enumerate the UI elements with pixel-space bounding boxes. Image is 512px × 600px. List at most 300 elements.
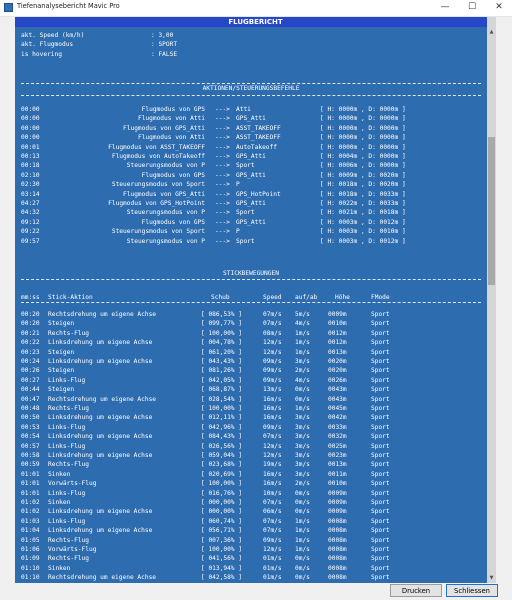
stick-height: 0045m: [328, 405, 347, 412]
stick-thrust: [ 042,05% ]: [201, 376, 242, 384]
stick-vertical: 3m/s: [295, 358, 310, 365]
action-position: [ H: 0009m , D: 0020m ]: [320, 171, 406, 179]
action-text: Flugmodus von ASST_TAKEOFF: [108, 143, 205, 151]
stick-time: 00:23: [21, 348, 40, 356]
stick-header: FMode: [371, 294, 390, 301]
action-text: Flugmodus von Atti: [137, 134, 205, 142]
action-arrow: --->: [215, 124, 230, 132]
stick-vertical: 1m/s: [295, 329, 310, 337]
stick-mode: Sport: [371, 574, 390, 582]
stick-height: 0025m: [328, 442, 347, 450]
stick-mode: Sport: [371, 489, 390, 497]
action-target: GPS_Atti: [236, 115, 266, 123]
stick-mode: Sport: [371, 508, 390, 516]
stick-mode: Sport: [371, 452, 390, 459]
stick-time: 01:01: [21, 480, 40, 488]
stick-speed: 09m/s: [263, 367, 282, 375]
action-position: [ H: 0000m , D: 0000m ]: [320, 115, 406, 123]
stick-height: 0009m: [328, 508, 347, 516]
stick-mode: Sport: [371, 480, 390, 488]
action-time: 00:00: [21, 134, 40, 142]
stick-vertical: 0m/s: [295, 386, 310, 394]
stick-speed: 07m/s: [263, 433, 282, 441]
stick-action: Linksdrehung um eigene Achse: [48, 339, 153, 347]
stick-thrust: [ 060,74% ]: [201, 517, 242, 525]
stick-time: 01:10: [21, 564, 40, 572]
stick-time: 00:54: [21, 433, 40, 441]
stick-action: Steigen: [48, 348, 75, 356]
stick-vertical: 3m/s: [295, 414, 310, 422]
separator: [21, 83, 481, 84]
stick-speed: 01m/s: [263, 574, 282, 582]
stick-thrust: [ 020,69% ]: [201, 470, 242, 478]
stick-speed: 07m/s: [263, 311, 282, 318]
stick-mode: Sport: [371, 405, 390, 412]
stick-mode: Sport: [371, 395, 390, 403]
stick-action: Links-Flug: [48, 517, 86, 525]
stick-action: Links-Flug: [48, 442, 86, 450]
action-text: Flugmodus von AutoTakeoff: [111, 153, 205, 160]
stick-thrust: [ 000,00% ]: [201, 508, 242, 516]
vertical-scrollbar[interactable]: [487, 17, 496, 583]
stick-action: Sinken: [48, 564, 71, 572]
stick-height: 0033m: [328, 423, 347, 431]
stick-speed: 09m/s: [263, 423, 282, 431]
action-time: 00:00: [21, 115, 40, 123]
stick-thrust: [ 000,00% ]: [201, 499, 242, 506]
stick-height: 0008m: [328, 536, 347, 544]
window-titlebar: [0, 0, 512, 17]
action-arrow: --->: [215, 153, 230, 160]
stick-time: 00:20: [21, 311, 40, 318]
stick-header: mm:ss: [21, 294, 40, 301]
action-arrow: --->: [215, 162, 230, 170]
action-arrow: --->: [215, 218, 230, 226]
action-text: Flugmodus von GPS: [141, 218, 205, 226]
stick-time: 01:06: [21, 546, 40, 553]
action-arrow: --->: [215, 115, 230, 123]
stick-time: 01:04: [21, 527, 40, 535]
action-target: GPS_HotPoint: [236, 190, 281, 198]
maximize-button[interactable]: ☐: [467, 2, 477, 12]
stick-speed: 01m/s: [263, 555, 282, 563]
stick-header: Höhe: [335, 294, 350, 301]
stick-thrust: [ 100,00% ]: [201, 405, 242, 412]
stick-mode: Sport: [371, 536, 390, 544]
action-time: 09:22: [21, 228, 40, 236]
action-time: 04:32: [21, 209, 40, 217]
stick-action: Steigen: [48, 320, 75, 328]
stick-time: 00:20: [21, 320, 40, 328]
stick-thrust: [ 068,87% ]: [201, 386, 242, 394]
stick-height: 0012m: [328, 339, 347, 347]
stick-action: Vorwärts-Flug: [48, 546, 97, 553]
stick-vertical: 2m/s: [295, 480, 310, 488]
stick-height: 0008m: [328, 574, 347, 582]
action-text: Flugmodus von GPS_Atti: [123, 124, 205, 132]
stick-mode: Sport: [371, 517, 390, 525]
action-time: 02:30: [21, 181, 40, 189]
stick-height: 0008m: [328, 517, 347, 525]
stick-time: 00:48: [21, 405, 40, 412]
stick-vertical: 4m/s: [295, 376, 310, 384]
stick-thrust: [ 099,77% ]: [201, 320, 242, 328]
stick-thrust: [ 004,78% ]: [201, 339, 242, 347]
action-time: 03:14: [21, 190, 40, 198]
stick-header: Stick-Aktion: [48, 294, 93, 301]
action-target: AutoTakeoff: [236, 143, 277, 151]
stick-vertical: 1m/s: [295, 405, 310, 412]
stick-vertical: 3m/s: [295, 470, 310, 478]
stick-action: Sinken: [48, 499, 71, 506]
stick-vertical: 1m/s: [295, 527, 310, 535]
action-target: ASST_TAKEOFF: [236, 134, 281, 142]
stick-thrust: [ 081,26% ]: [201, 367, 242, 375]
action-arrow: --->: [215, 106, 230, 113]
stick-mode: Sport: [371, 423, 390, 431]
action-position: [ H: 0003m , D: 0012m ]: [320, 237, 406, 245]
stick-action: Linksdrehung um eigene Achse: [48, 527, 153, 535]
stick-action: Rechts-Flug: [48, 461, 89, 469]
action-position: [ H: 0018m , D: 0020m ]: [320, 181, 406, 189]
stick-action: Linksdrehung um eigene Achse: [48, 433, 153, 441]
scroll-down-icon[interactable]: ▼: [489, 575, 494, 581]
stick-thrust: [ 012,11% ]: [201, 414, 242, 422]
stick-vertical: 1m/s: [295, 546, 310, 553]
stick-vertical: 0m/s: [295, 574, 310, 582]
stick-speed: 06m/s: [263, 508, 282, 516]
stick-time: 01:09: [21, 555, 40, 563]
action-target: GPS_Atti: [236, 171, 266, 179]
stick-vertical: 4m/s: [295, 320, 310, 328]
stick-action: Links-Flug: [48, 489, 86, 497]
stick-mode: Sport: [371, 376, 390, 384]
stick-vertical: 0m/s: [295, 489, 310, 497]
report-header: FLUGBERICHT: [15, 17, 496, 27]
action-position: [ H: 0000m , D: 0000m ]: [320, 106, 406, 113]
stick-thrust: [ 042,96% ]: [201, 423, 242, 431]
action-target: Atti: [236, 106, 251, 113]
stick-time: 01:01: [21, 489, 40, 497]
stick-action: Rechtsdrehung um eigene Achse: [48, 311, 157, 318]
separator: [21, 95, 481, 96]
stick-mode: Sport: [371, 367, 390, 375]
stick-speed: 12m/s: [263, 452, 282, 459]
stick-speed: 07m/s: [263, 517, 282, 525]
action-text: Steuerungsmodus von P: [126, 209, 205, 217]
stick-vertical: 0m/s: [295, 499, 310, 506]
action-text: Steuerungsmodus von P: [126, 162, 205, 170]
action-time: 00:13: [21, 153, 40, 160]
stick-vertical: 0m/s: [295, 508, 310, 516]
stick-action: Sinken: [48, 470, 71, 478]
stick-speed: 13m/s: [263, 386, 282, 394]
stick-vertical: 0m/s: [295, 395, 310, 403]
stick-vertical: 1m/s: [295, 348, 310, 356]
stick-mode: Sport: [371, 311, 390, 318]
stick-action: Rechts-Flug: [48, 405, 89, 412]
stick-height: 0043m: [328, 386, 347, 394]
action-arrow: --->: [215, 237, 230, 245]
status-value: : 3,00: [151, 32, 174, 39]
stick-mode: Sport: [371, 442, 390, 450]
stick-vertical: 1m/s: [295, 517, 310, 525]
stick-vertical: 1m/s: [295, 536, 310, 544]
stick-vertical: 3m/s: [295, 461, 310, 469]
stick-mode: Sport: [371, 555, 390, 563]
action-position: [ H: 0006m , D: 0000m ]: [320, 162, 406, 170]
stick-time: 01:05: [21, 536, 40, 544]
stick-time: 01:02: [21, 508, 40, 516]
action-time: 00:00: [21, 106, 40, 113]
stick-height: 0008m: [328, 527, 347, 535]
stick-vertical: 1m/s: [295, 339, 310, 347]
stick-mode: Sport: [371, 527, 390, 535]
stick-title: STICKBEWEGUNGEN: [223, 270, 279, 277]
stick-time: 00:58: [21, 452, 40, 459]
stick-mode: Sport: [371, 564, 390, 572]
action-time: 09:57: [21, 237, 40, 245]
stick-mode: Sport: [371, 546, 390, 553]
action-text: Flugmodus von GPS_HotPoint: [108, 200, 205, 207]
stick-height: 0020m: [328, 367, 347, 375]
action-time: 04:27: [21, 200, 40, 207]
action-target: ASST_TAKEOFF: [236, 124, 281, 132]
stick-time: 00:50: [21, 414, 40, 422]
stick-speed: 16m/s: [263, 395, 282, 403]
stick-thrust: [ 084,43% ]: [201, 433, 242, 441]
stick-speed: 08m/s: [263, 329, 282, 337]
action-text: Flugmodus von GPS: [141, 171, 205, 179]
stick-thrust: [ 100,00% ]: [201, 480, 242, 488]
stick-thrust: [ 061,20% ]: [201, 348, 242, 356]
action-text: Steuerungsmodus von Sport: [111, 181, 205, 189]
stick-mode: Sport: [371, 499, 390, 506]
stick-header: auf/ab: [295, 294, 318, 301]
action-arrow: --->: [215, 171, 230, 179]
stick-mode: Sport: [371, 386, 390, 394]
action-arrow: --->: [215, 209, 230, 217]
stick-speed: 10m/s: [263, 489, 282, 497]
action-target: GPS_Atti: [236, 153, 266, 160]
stick-thrust: [ 013,94% ]: [201, 564, 242, 572]
stick-speed: 07m/s: [263, 527, 282, 535]
stick-mode: Sport: [371, 433, 390, 441]
action-target: Sport: [236, 162, 255, 170]
action-target: GPS_Atti: [236, 200, 266, 207]
stick-time: 01:10: [21, 574, 40, 582]
action-time: 09:12: [21, 218, 40, 226]
stick-mode: Sport: [371, 329, 390, 337]
stick-vertical: 3m/s: [295, 423, 310, 431]
action-text: Flugmodus von GPS: [141, 106, 205, 113]
stick-speed: 16m/s: [263, 414, 282, 422]
stick-speed: 07m/s: [263, 499, 282, 506]
stick-thrust: [ 100,00% ]: [201, 329, 242, 337]
stick-height: 0008m: [328, 564, 347, 572]
app-icon: [4, 3, 13, 12]
stick-action: Links-Flug: [48, 376, 86, 384]
stick-time: 01:03: [21, 517, 40, 525]
stick-vertical: 0m/s: [295, 564, 310, 572]
action-position: [ H: 0018m , D: 0033m ]: [320, 190, 406, 198]
stick-action: Linksdrehung um eigene Achse: [48, 358, 153, 365]
stick-vertical: 0m/s: [295, 555, 310, 563]
minimize-button[interactable]: —: [440, 2, 450, 12]
stick-action: Linksdrehung um eigene Achse: [48, 508, 153, 516]
action-text: Flugmodus von Atti: [137, 115, 205, 123]
action-time: 02:10: [21, 171, 40, 179]
separator: [21, 279, 481, 280]
stick-time: 00:22: [21, 339, 40, 347]
stick-height: 0008m: [328, 546, 347, 553]
stick-thrust: [ 042,58% ]: [201, 574, 242, 582]
stick-time: 00:47: [21, 395, 40, 403]
stick-time: 00:21: [21, 329, 40, 337]
stick-action: Rechtsdrehung um eigene Achse: [48, 395, 157, 403]
action-time: 00:01: [21, 143, 40, 151]
stick-time: 00:53: [21, 423, 40, 431]
stick-height: 0009m: [328, 311, 347, 318]
stick-speed: 12m/s: [263, 339, 282, 347]
stick-action: Vorwärts-Flug: [48, 480, 97, 488]
action-arrow: --->: [215, 134, 230, 142]
action-position: [ H: 0000m , D: 0000m ]: [320, 143, 406, 151]
stick-speed: 09m/s: [263, 376, 282, 384]
stick-thrust: [ 059,04% ]: [201, 452, 242, 459]
stick-mode: Sport: [371, 320, 390, 328]
stick-mode: Sport: [371, 358, 390, 365]
stick-mode: Sport: [371, 470, 390, 478]
stick-time: 00:59: [21, 461, 40, 469]
stick-height: 0009m: [328, 489, 347, 497]
stick-thrust: [ 043,43% ]: [201, 358, 242, 365]
status-value: : SPORT: [151, 41, 178, 49]
stick-header: Schub: [211, 294, 230, 301]
action-target: P: [236, 181, 240, 189]
actions-title: AKTIONEN/STEUERUNGSBEFEHLE: [202, 85, 300, 92]
stick-height: 0013m: [328, 348, 347, 356]
scroll-up-icon[interactable]: ▲: [489, 29, 494, 35]
stick-height: 0042m: [328, 414, 347, 422]
status-value: : FALSE: [151, 50, 178, 58]
stick-action: Steigen: [48, 367, 75, 375]
stick-height: 0010m: [328, 320, 347, 328]
stick-time: 00:27: [21, 376, 40, 384]
action-target: Sport: [236, 209, 255, 217]
stick-thrust: [ 086,53% ]: [201, 311, 242, 318]
action-target: P: [236, 228, 240, 236]
stick-speed: 12m/s: [263, 546, 282, 553]
action-position: [ H: 0022m , D: 0033m ]: [320, 200, 406, 207]
stick-height: 0026m: [328, 376, 347, 384]
stick-speed: 16m/s: [263, 480, 282, 488]
stick-thrust: [ 100,00% ]: [201, 546, 242, 553]
stick-time: 01:02: [21, 499, 40, 506]
stick-vertical: 2m/s: [295, 367, 310, 375]
action-time: 00:18: [21, 162, 40, 170]
action-time: 00:00: [21, 124, 40, 132]
stick-thrust: [ 026,56% ]: [201, 442, 242, 450]
stick-vertical: 3m/s: [295, 452, 310, 459]
stick-height: 0043m: [328, 395, 347, 403]
stick-thrust: [ 023,68% ]: [201, 461, 242, 469]
stick-height: 0011m: [328, 470, 347, 478]
stick-thrust: [ 041,56% ]: [201, 555, 242, 563]
stick-time: 00:26: [21, 367, 40, 375]
stick-action: Rechts-Flug: [48, 555, 89, 563]
stick-vertical: 3m/s: [295, 433, 310, 441]
stick-action: Steigen: [48, 386, 75, 394]
stick-vertical: 3m/s: [295, 442, 310, 450]
stick-mode: Sport: [371, 414, 390, 422]
action-position: [ H: 0000m , D: 0000m ]: [320, 134, 406, 142]
stick-speed: 09m/s: [263, 358, 282, 365]
stick-action: Linksdrehung um eigene Achse: [48, 452, 153, 459]
stick-time: 00:57: [21, 442, 40, 450]
stick-action: Rechts-Flug: [48, 329, 89, 337]
stick-action: Linksdrehung um eigene Achse: [48, 414, 153, 422]
stick-mode: Sport: [371, 461, 390, 469]
stick-thrust: [ 028,54% ]: [201, 395, 242, 403]
stick-speed: 12m/s: [263, 348, 282, 356]
stick-height: 0023m: [328, 452, 347, 459]
stick-height: 0008m: [328, 555, 347, 563]
stick-action: Rechtsdrehung um eigene Achse: [48, 574, 157, 582]
action-arrow: --->: [215, 143, 230, 151]
stick-speed: 09m/s: [263, 536, 282, 544]
stick-action: Links-Flug: [48, 423, 86, 431]
close-button[interactable]: Schliessen: [446, 584, 498, 597]
scroll-thumb[interactable]: [488, 137, 495, 285]
status-label: is hovering: [21, 50, 62, 58]
stick-height: 0010m: [328, 480, 347, 488]
stick-speed: 01m/s: [263, 564, 282, 572]
stick-mode: Sport: [371, 339, 390, 347]
action-text: Steuerungsmodus von Sport: [111, 228, 205, 236]
stick-height: 0032m: [328, 433, 347, 441]
print-button[interactable]: Drucken: [390, 584, 442, 597]
stick-time: 00:44: [21, 386, 40, 394]
stick-height: 0012m: [328, 329, 347, 337]
stick-thrust: [ 016,76% ]: [201, 489, 242, 497]
stick-speed: 19m/s: [263, 461, 282, 469]
action-text: Steuerungsmodus von P: [126, 237, 205, 245]
stick-speed: 12m/s: [263, 442, 282, 450]
stick-speed: 07m/s: [263, 320, 282, 328]
stick-time: 01:01: [21, 470, 40, 478]
action-position: [ H: 0003m , D: 0012m ]: [320, 218, 406, 226]
close-window-button[interactable]: ✕: [495, 2, 503, 12]
action-target: GPS_Atti: [236, 218, 266, 226]
stick-time: 00:24: [21, 358, 40, 365]
action-text: Flugmodus von GPS_Atti: [123, 190, 205, 198]
status-label: akt. Flugmodus: [21, 41, 74, 49]
stick-action: Rechts-Flug: [48, 536, 89, 544]
stick-height: 0013m: [328, 461, 347, 469]
stick-thrust: [ 007,36% ]: [201, 536, 242, 544]
action-position: [ H: 0000m , D: 0000m ]: [320, 124, 406, 132]
action-arrow: --->: [215, 200, 230, 207]
action-position: [ H: 0004m , D: 0000m ]: [320, 153, 406, 160]
stick-speed: 16m/s: [263, 405, 282, 412]
stick-mode: Sport: [371, 348, 390, 356]
action-target: Sport: [236, 237, 255, 245]
action-arrow: --->: [215, 190, 230, 198]
stick-speed: 16m/s: [263, 470, 282, 478]
action-arrow: --->: [215, 181, 230, 189]
window-title: Tiefenanalysebericht Mavic Pro: [17, 2, 120, 10]
